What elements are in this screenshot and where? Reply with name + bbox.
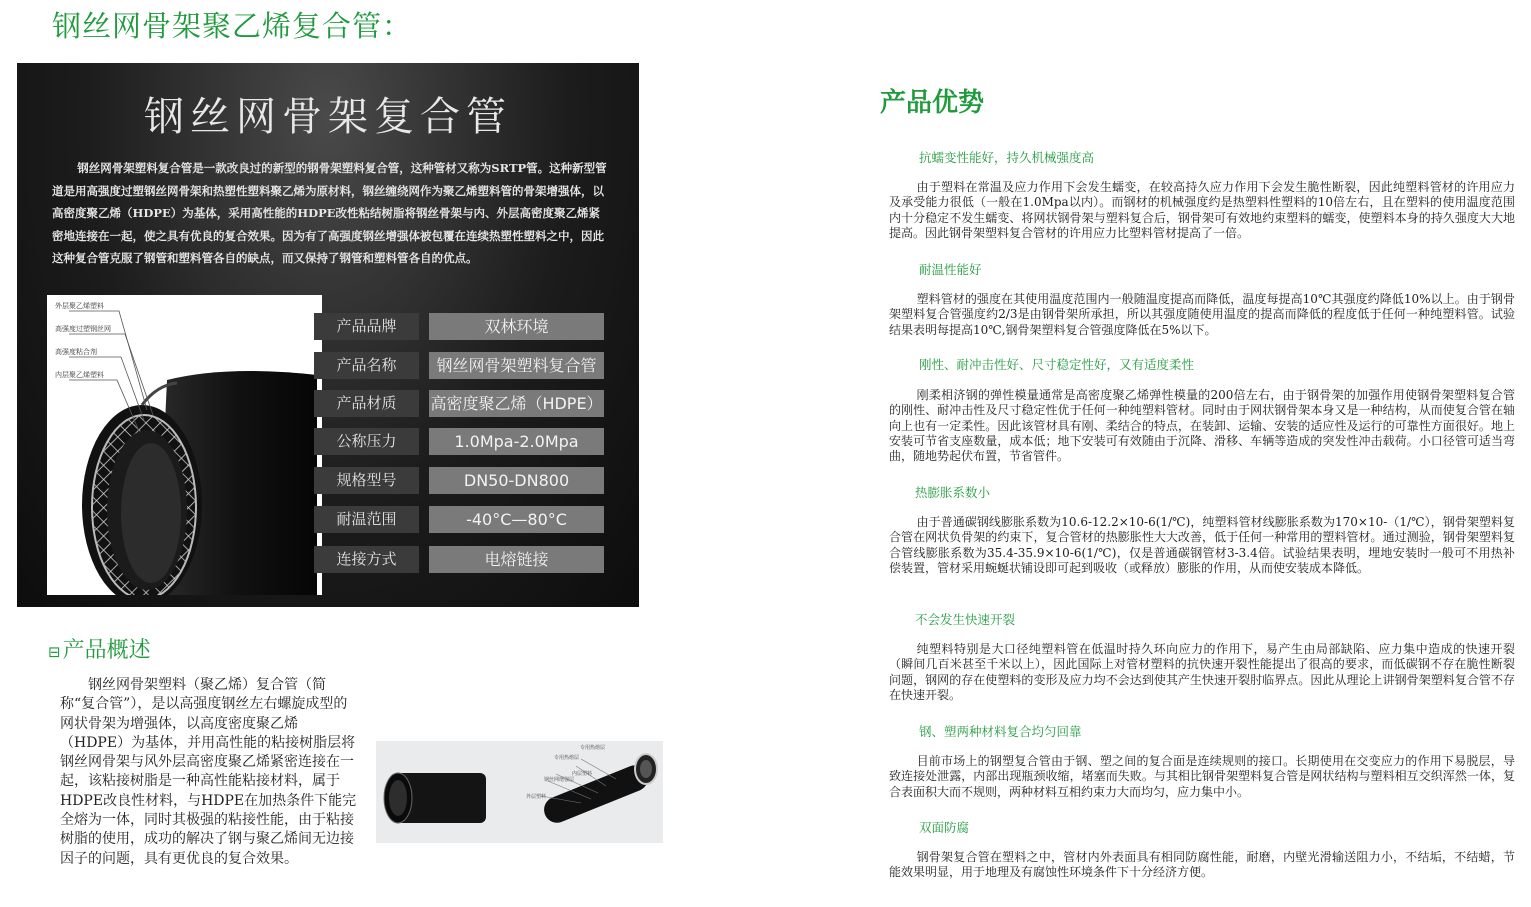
overview-heading-text: 产品概述 (62, 638, 151, 663)
section-title: 不会发生快速开裂 (915, 612, 1016, 627)
spec-value: DN50-DN800 (429, 467, 604, 494)
section-body: 由于普通碳钢线膨胀系数为10.6-12.2×10-6(1/℃)，纯塑料管材线膨胀系数为170×10-（1/℃），钢骨架塑料复合管在网状负骨架的约束下，复合管材的热膨胀性大大改善，低于任何一种常用的塑料管材。通过测验，钢骨架塑料复合管线膨胀系数为35.4-35.9×10-6(1/℃)，仅是普通碳钢管材3-3.4倍。试验结果表明，埋地安装时一般可不用热补偿装置，管材采用蜿蜒状铺设即可起到吸收（或释放）膨胀的作用，从而使安装成本降低。 (889, 515, 1515, 575)
layer-label: 专用热熔层 (554, 755, 580, 761)
section-title: 耐温性能好 (919, 262, 982, 277)
pipe-structure-image (376, 741, 663, 843)
pipe-layer-label: 高强度粘合剂 (55, 348, 97, 356)
pipe-cutaway-image (47, 295, 322, 595)
spec-value: 高密度聚乙烯（HDPE） (429, 390, 604, 417)
spec-row-temperature (314, 506, 604, 533)
spec-label: 产品名称 (314, 352, 419, 379)
section-body: 纯塑料特别是大口径纯塑料管在低温时持久环向应力的作用下，易产生由局部缺陷、应力集中造成的快速开裂（瞬间几百米甚至千米以上），因此国际上对管材塑料的抗快速开裂性能提出了很高的要求，而低碳钢不存在脆性断裂问题，钢网的存在使塑料的变形及应力均不会达到使其产生快速开裂肘临界点。因此从理论上讲钢骨架塑料复合管不存在快速开裂。 (889, 642, 1515, 702)
spec-value: 1.0Mpa-2.0Mpa (429, 428, 604, 455)
section-title: 双面防腐 (919, 820, 970, 835)
section-title: 热膨胀系数小 (915, 485, 991, 500)
section-title: 抗蠕变性能好，持久机械强度高 (919, 150, 1095, 165)
pipe-layer-label: 内层聚乙烯塑料 (55, 371, 104, 379)
section-title: 刚性、耐冲击性好、尺寸稳定性好，又有适度柔性 (919, 357, 1195, 372)
spec-row-connection (314, 546, 604, 573)
spec-label: 产品品牌 (314, 313, 419, 340)
section-body: 钢骨架复合管在塑料之中，管材内外表面具有相同防腐性能，耐磨，内壁光滑输送阻力小，不结垢，不结蜡，节能效果明显，用于地理及有腐蚀性环境条件下十分经济方便。 (889, 850, 1515, 880)
panel-title: 钢丝网骨架复合管 (144, 94, 512, 140)
overview-text: 钢丝网骨架塑料（聚乙烯）复合管（简称“复合管”），是以高强度钢丝左右螺旋成型的网状骨架为增强体，以高度密度聚乙烯（HDPE）为基体，并用高性能的粘接树脂层将钢丝网骨架与风外层高密度聚乙烯紧密连接在一起，该粘接树脂是一种高性能粘接材料，属于HDPE改良性材料，与HDPE在加热条件下能完全熔为一体，同时其极强的粘接性能，由于粘接树脂的使用，成功的解决了钢与聚乙烯间无边接因子的问题，具有更优良的复合效果。 (60, 677, 357, 867)
collapse-box-icon: ⊟ (48, 643, 61, 661)
spec-value: 电熔链接 (429, 546, 604, 573)
spec-label: 耐温范围 (314, 506, 419, 533)
pipe-layer-label: 外层聚乙烯塑料 (55, 302, 104, 310)
spec-value: -40°C—80°C (429, 506, 604, 533)
overview-heading (48, 633, 151, 664)
product-panel (17, 63, 639, 607)
section-body: 由于塑料在常温及应力作用下会发生蠕变，在较高持久应力作用下会发生脆性断裂，因此纯塑料管材的许用应力及承受能力很低（一般在1.0Mpa以内）。而钢材的机械强度约是热塑料性塑料的10倍左右，且在塑料的使用温度范围内十分稳定不发生蠕变、将网状钢骨架与塑料复合后，钢骨架可有效地约束塑料的蠕变，使塑料本身的持久强度大大地提高。因此钢骨架塑料复合管材的许用应力比塑料管材提高了一倍。 (889, 180, 1515, 240)
section-title: 钢、塑两种材料复合均匀回靠 (919, 724, 1082, 739)
layer-label: 专用热熔层 (580, 745, 606, 751)
layer-label: 外层塑料 (526, 794, 547, 800)
section-body: 目前市场上的钢塑复合管由于钢、塑之间的复合面是连续规则的接口。长期使用在交变应力的作用下易脱层，导致连接处泄露，内部出现瓶颈收缩，堵塞而失败。与其相比钢骨架塑料复合管是网状结构与塑料相互交织浑然一体，复合表面积大而不规则，两种材料互相约束力大而均匀，应力集中小。 (889, 754, 1515, 799)
spec-row-material (314, 390, 604, 417)
page-title: 钢丝网骨架聚乙烯复合管： (52, 9, 413, 43)
spec-label: 公称压力 (314, 428, 419, 455)
spec-row-size (314, 467, 604, 494)
advantages-heading: 产品优势 (880, 88, 985, 118)
layer-label: 钢丝网增强层 (544, 777, 575, 783)
section-body: 塑料管材的强度在其使用温度范围内一般随温度提高而降低，温度每提高10℃其强度约降低10%以上。由于钢骨架塑料复合管强度约2/3是由钢骨架所承担，所以其强度随使用温度的提高而降低的程度低于任何一种纯塑料管。试验结果表明每提高10℃,钢骨架塑料复合管强度降低在5%以下。 (889, 292, 1515, 337)
panel-description: 钢丝网骨架塑料复合管是一款改良过的新型的钢骨架塑料复合管，这种管材又称为SRTP管。这种新型管道是用高强度过塑钢丝网骨架和热塑性塑料聚乙烯为原材料，钢丝缠绕网作为聚乙烯塑料管的骨架增强体，以高密度聚乙烯（HDPE）为基体，采用高性能的HDPE改性粘结树脂将钢丝骨架与内、外层高密度聚乙烯紧密地连接在一起，使之具有优良的复合效果。因为有了高强度钢丝增强体被包覆在连续热塑性塑料之中，因此这种复合管克服了钢管和塑料管各自的缺点，而又保持了钢管和塑料管各自的优点。 (52, 161, 607, 265)
spec-row-name (314, 352, 604, 379)
pipe-layer-label: 高强度过塑钢丝网 (55, 325, 111, 333)
section-body: 刚柔相济钢的弹性模量通常是高密度聚乙烯弹性模量的200倍左右，由于钢骨架的加强作用使钢骨架塑料复合管的刚性、耐冲击性及尺寸稳定性优于任何一种纯塑料管材。同时由于网状钢骨架本身又是一种结构，从而使复合管在轴向上也有一定柔性。因此该管材具有刚、柔结合的特点，在装卸、运输、安装的适应性及运行的可靠性方面很好。地上安装可节省支座数量，成本低；地下安装可有效随由于沉降、滑移、车辆等造成的突发性冲击载荷。小口径管可适当弯曲，随地势起伏布置，节省管件。 (889, 388, 1515, 464)
spec-value: 钢丝网骨架塑料复合管 (429, 352, 604, 379)
spec-label: 规格型号 (314, 467, 419, 494)
layer-label: 内层塑料 (572, 771, 593, 777)
spec-row-pressure (314, 428, 604, 455)
spec-label: 连接方式 (314, 546, 419, 573)
spec-label: 产品材质 (314, 390, 419, 417)
spec-value: 双林环境 (429, 313, 604, 340)
spec-row-brand (314, 313, 604, 340)
